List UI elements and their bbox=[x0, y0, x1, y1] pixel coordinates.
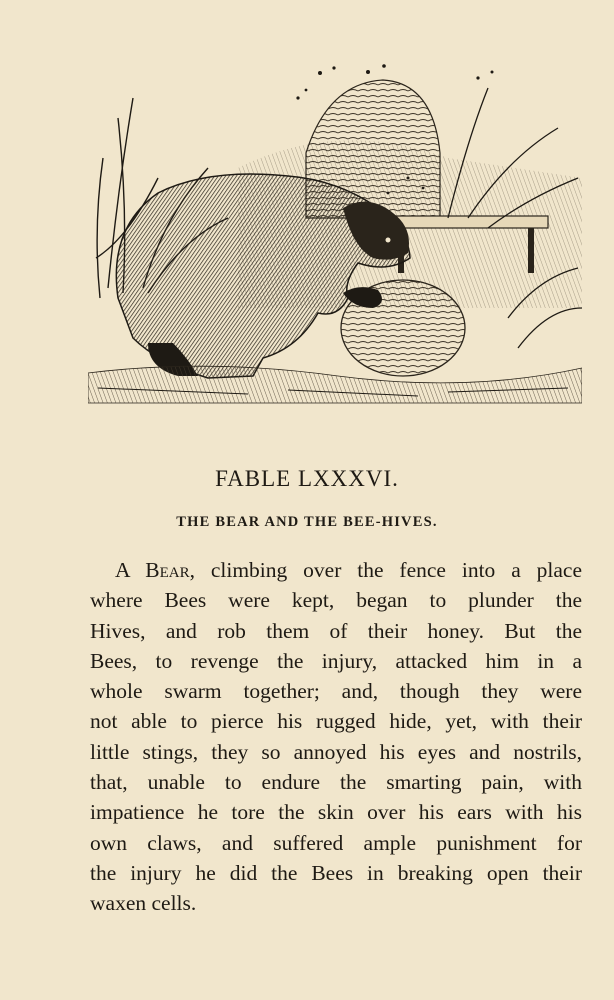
text-line: little stings, they so annoyed his eyes and nostrils, bbox=[90, 739, 582, 764]
fable-text bbox=[90, 555, 582, 919]
text-line-last: waxen cells. bbox=[90, 891, 197, 916]
engraving-bear-and-beehives bbox=[88, 58, 582, 408]
lead-word: A Bear bbox=[115, 558, 190, 582]
text-line: Hives, and rob them of their honey. But the bbox=[90, 618, 582, 643]
text-line: where Bees were kept, began to plunder the bbox=[90, 588, 582, 613]
first-line-rest: , climbing over the fence into a place bbox=[189, 558, 582, 582]
text-line: impatience he tore the skin over his ears with his bbox=[90, 800, 582, 825]
fable-title: FABLE LXXXVI. bbox=[215, 466, 399, 491]
text-line-1 bbox=[90, 555, 582, 585]
text-line: Bees, to revenge the injury, attacked him in a bbox=[90, 648, 582, 673]
text-line: own claws, and suffered ample punishment for bbox=[90, 830, 582, 855]
text-line: that, unable to endure the smarting pain, with bbox=[90, 770, 582, 795]
fable-subtitle: THE BEAR AND THE BEE-HIVES. bbox=[176, 514, 438, 530]
text-line: whole swarm together; and, though they were bbox=[90, 679, 582, 704]
text-line: not able to pierce his rugged hide, yet, with their bbox=[90, 709, 582, 734]
text-line: the injury he did the Bees in breaking open their bbox=[90, 860, 582, 885]
